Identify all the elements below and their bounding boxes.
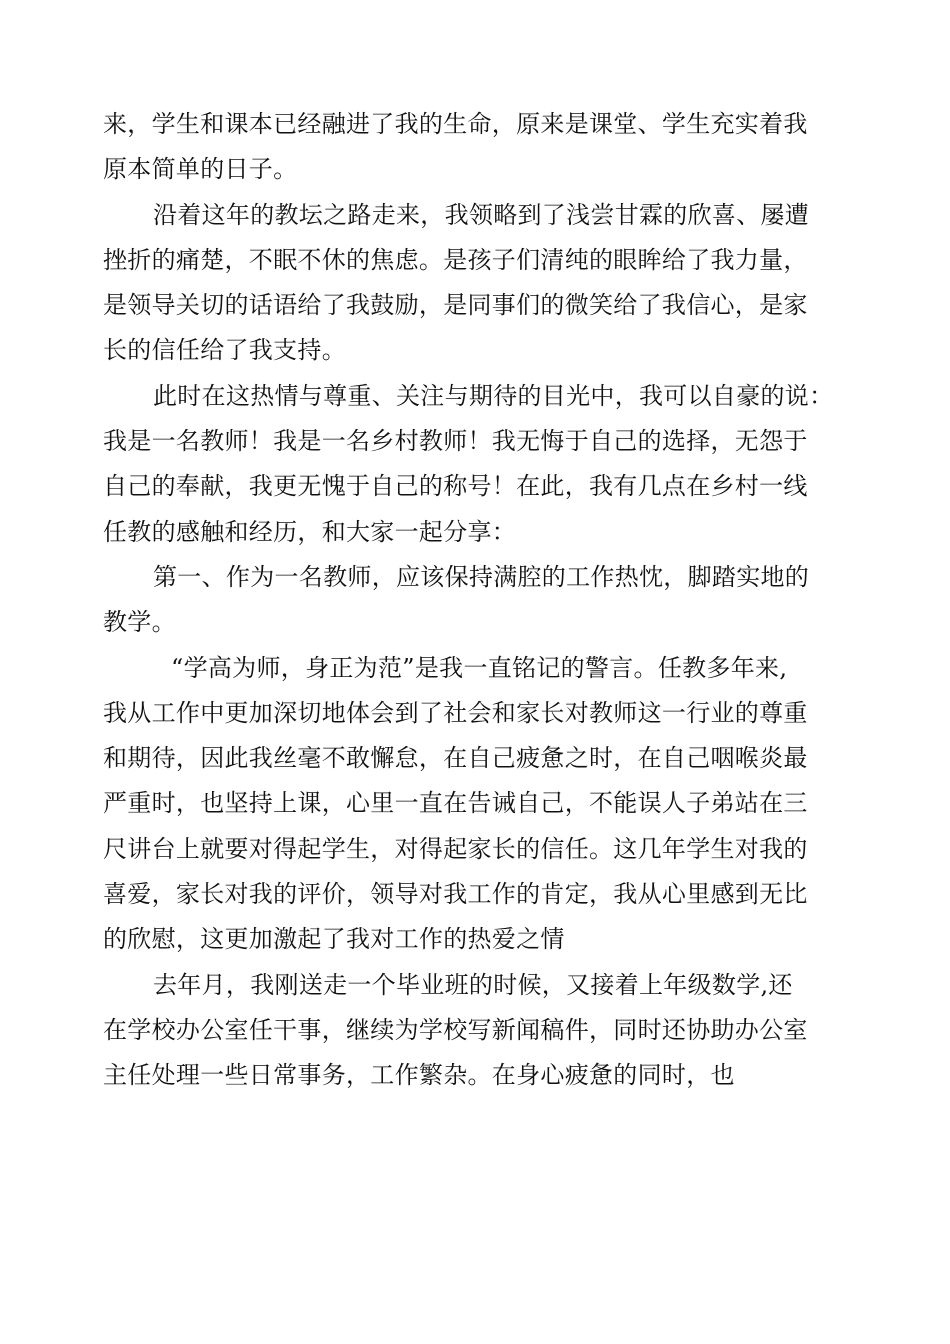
text-line: 的欣慰，这更加激起了我对工作的热爱之情 <box>103 925 565 954</box>
text-line: 原本简单的日子。 <box>103 155 298 184</box>
text-line: 严重时，也坚持上课，心里一直在告诫自己，不能误人子弟站在三 <box>103 789 808 818</box>
text-line: 此时在这热情与尊重、关注与期待的目光中，我可以自豪的说： <box>153 381 834 410</box>
text-line: 在学校办公室任干事，继续为学校写新闻稿件，同时还协助办公室 <box>103 1015 808 1044</box>
text-line: 自己的奉献，我更无愧于自己的称号！在此，我有几点在乡村一线 <box>103 472 808 501</box>
text-line: 喜爱，家长对我的评价，领导对我工作的肯定，我从心里感到无比 <box>103 880 808 909</box>
text-line: 主任处理一些日常事务，工作繁杂。在身心疲惫的同时，也 <box>103 1061 735 1090</box>
paragraph <box>103 963 853 1099</box>
text-line: 长的信任给了我支持。 <box>103 336 346 365</box>
text-line: 挫折的痛楚，不眠不休的焦虑。是孩子们清纯的眼眸给了我力量， <box>103 245 808 274</box>
text-line: 沿着这年的教坛之路走来，我领略到了浅尝甘霖的欣喜、屡遭 <box>153 200 810 229</box>
paragraph <box>103 193 853 374</box>
document-body <box>103 102 853 1099</box>
paragraph <box>103 555 853 646</box>
text-line: 来，学生和课本已经融进了我的生命，原来是课堂、学生充实着我 <box>103 110 808 138</box>
paragraph <box>103 374 853 555</box>
text-line: 第一、作为一名教师，应该保持满腔的工作热忱，脚踏实地的 <box>153 562 810 591</box>
paragraph <box>103 102 853 193</box>
text-line: 我从工作中更加深切地体会到了社会和家长对教师这一行业的尊重 <box>103 698 808 727</box>
text-line: “学高为师，身正为范”是我一直铭记的警言。任教多年来, <box>171 653 788 682</box>
text-line: 去年月，我刚送走一个毕业班的时候，又接着上年级数学,还 <box>153 970 793 999</box>
text-line: 尺讲台上就要对得起学生，对得起家长的信任。这几年学生对我的 <box>103 834 808 863</box>
text-line: 是领导关切的话语给了我鼓励，是同事们的微笑给了我信心，是家 <box>103 291 808 320</box>
text-line: 和期待，因此我丝毫不敢懈怠，在自己疲惫之时，在自己咽喉炎最 <box>103 744 808 773</box>
text-line: 我是一名教师！我是一名乡村教师！我无悔于自己的选择，无怨于 <box>103 427 808 456</box>
text-line: 教学。 <box>103 608 176 637</box>
text-line: 任教的感触和经历，和大家一起分享： <box>103 517 517 546</box>
paragraph <box>103 646 853 963</box>
